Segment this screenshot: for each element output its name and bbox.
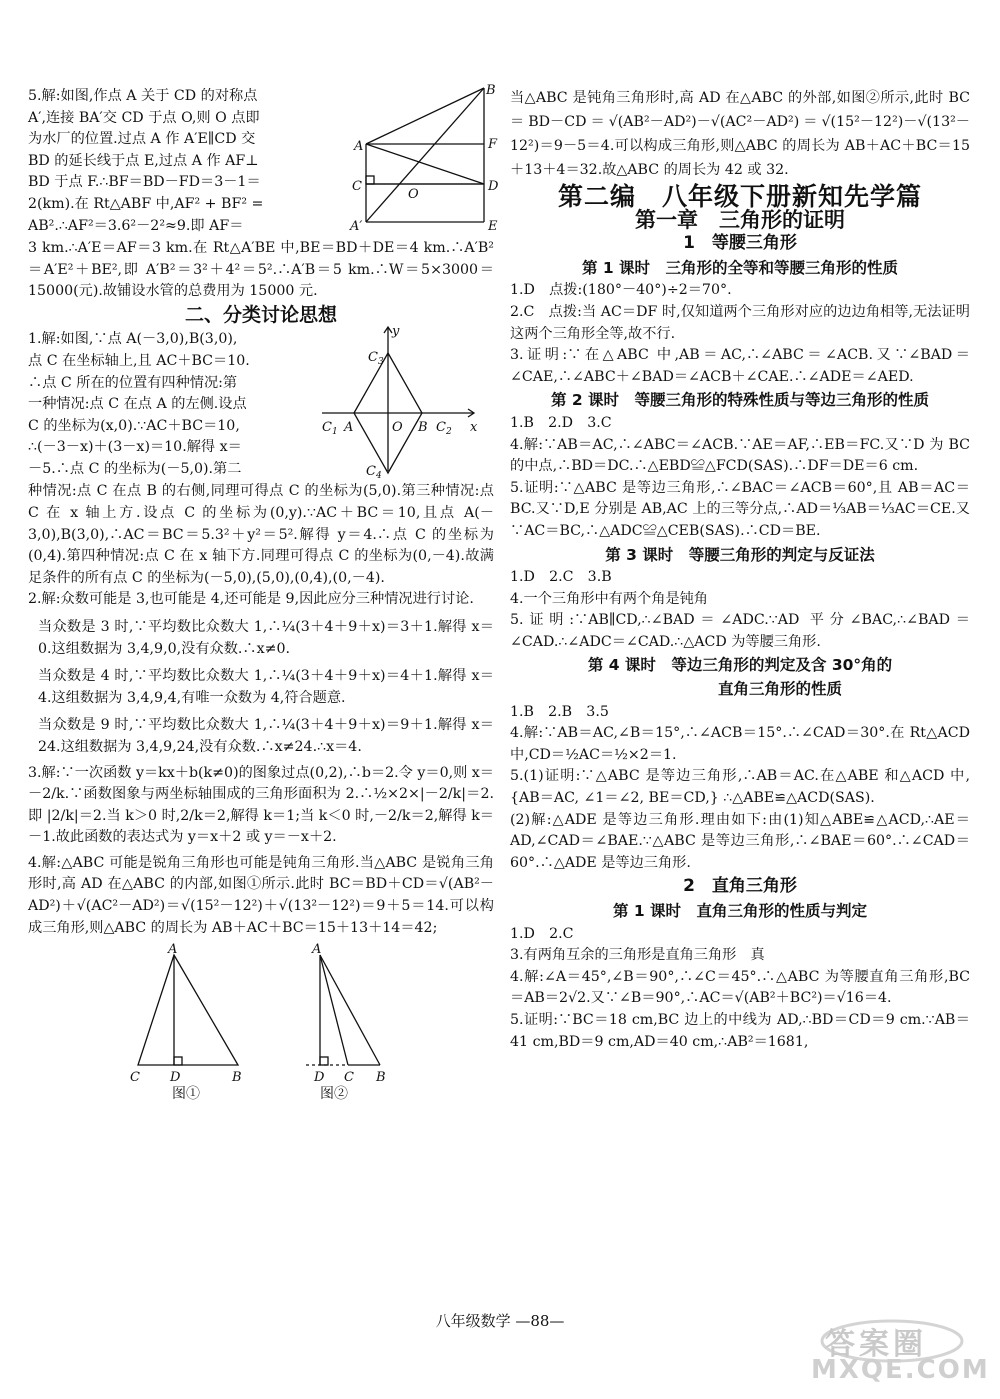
- q2-case-3: 当众数是 3 时,∵平均数比众数大 1,∴¼(3＋4＋9＋x)＝3＋1.解得 x＝0.这组数据为 3,4,9,0,没有众数.∴x≠0.: [38, 618, 494, 657]
- text-line: C 的坐标为(x,0).∵AC＋BC＝10,: [28, 417, 240, 434]
- chapter-title: 第一章 三角形的证明: [635, 207, 845, 232]
- text-line: BD 于点 F.∴BF＝BD－FD＝3－1＝: [28, 174, 261, 191]
- svg-text:B: B: [376, 1070, 386, 1086]
- section-title-2: 2 直角三角形: [683, 876, 797, 897]
- svg-text:A: A: [354, 139, 364, 154]
- answer-item: 1.B 2.B 3.5: [510, 703, 609, 720]
- svg-text:A: A: [344, 420, 354, 436]
- text-line: BD 的延长线于点 E,过点 A 作 AF⊥: [28, 152, 259, 169]
- text-line: 一种情况:点 C 在点 A 的左侧.设点: [28, 396, 247, 413]
- svg-text:C4: $C_4$: [366, 464, 382, 482]
- q2-case-9: 当众数是 9 时,∵平均数比众数大 1,∴¼(3＋4＋9＋x)＝9＋1.解得 x＝24.这组数据为 3,4,9,24,没有众数.∴x≠24.∴x＝4.: [38, 717, 494, 755]
- answer-item: 4.解:∠A＝45°,∠B＝90°,∴∠C＝45°.∴△ABC 为等腰直角三角形,BC＝AB＝2√2.又∵∠B＝90°,∴AC＝√(AB²＋BC²)＝√16＝4.: [510, 968, 970, 1007]
- svg-text:D: D: [488, 179, 499, 194]
- q1-block: [28, 324, 494, 482]
- text-line: 为水厂的位置.过点 A 作 A′E∥CD 交: [28, 131, 256, 148]
- svg-text:C: C: [344, 1070, 354, 1086]
- figure-2-obtuse-triangle: [300, 943, 410, 1103]
- q1-text: [28, 329, 316, 480]
- answer-item: 5.证明:∵BC＝18 cm,BC 边上的中线为 AD,∴BD＝CD＝9 cm.∵AB＝41 cm,BD＝9 cm,AD＝40 cm,∴AB²＝1681,: [510, 1011, 970, 1050]
- lesson-title-4-line-1: 第 4 课时 等边三角形的判定及含 30°角的: [587, 656, 893, 675]
- right-column: [510, 86, 970, 1053]
- svg-text:B: B: [486, 83, 496, 98]
- svg-text:C1: $C_1$: [322, 420, 338, 438]
- figure-1-acute-triangle: [124, 943, 254, 1103]
- svg-text:O: O: [408, 187, 419, 202]
- svg-text:B: B: [232, 1070, 242, 1086]
- svg-text:C: C: [130, 1070, 140, 1086]
- figure-1-label: 图①: [172, 1086, 200, 1103]
- left-column: [28, 83, 499, 1109]
- text-line: 1.解:如图,∵点 A(－3,0),B(3,0),: [28, 331, 238, 348]
- svg-text:E: E: [488, 219, 498, 234]
- svg-text:C3: $C_3$: [368, 350, 384, 368]
- part-title: 第二编 八年级下册新知先学篇: [557, 182, 922, 211]
- answer-item: 3.有两角互余的三角形是直角三角形 真: [510, 947, 765, 964]
- answer-item: 2.C 点拨:当 AC＝DF 时,仅知道两个三角形对应的边边角相等,无法证明这两个三角形全等,故不行.: [510, 303, 970, 342]
- coordinate-figure: [318, 321, 488, 481]
- svg-text:F: F: [488, 137, 498, 152]
- q2-intro: 2.解:众数可能是 3,也可能是 4,还可能是 9,因此应分三种情况进行讨论.: [28, 591, 474, 608]
- q5-geom-text: [28, 86, 363, 237]
- answer-item: 5.证明:∵△ABC 是等边三角形,∴∠BAC＝∠ACB＝60°,且 AB＝AC＝BC.又∵D,E 分别是 AB,AC 上的三等分点,∴AD＝⅓AB＝⅓AC＝CE.又∵AC＝BC,∴△ADC≌△CEB(SAS).∴CD＝BE.: [510, 479, 970, 539]
- lesson-title-5: 第 1 课时 直角三角形的性质与判定: [612, 902, 868, 920]
- text-line: A′,连接 BA′交 CD 于点 O,则 O 点即: [28, 109, 260, 126]
- svg-text:A: A: [312, 942, 322, 958]
- q5-block: [28, 83, 499, 238]
- svg-text:A: A: [168, 942, 178, 958]
- svg-text:B: B: [418, 420, 428, 436]
- watermark-en: MXQE.COM: [811, 1355, 990, 1385]
- lesson-title-3: 第 3 课时 等腰三角形的判定与反证法: [605, 545, 875, 564]
- svg-text:x: x: [470, 420, 478, 436]
- text-line: ∴(－3－x)＋(3－x)＝10.解得 x＝: [28, 439, 242, 456]
- figure-2-label: 图②: [320, 1086, 348, 1103]
- text-line: 5.解:如图,作点 A 关于 CD 的对称点: [28, 88, 258, 104]
- svg-text:y: y: [392, 324, 400, 340]
- answer-item: 1.D 2.C: [510, 925, 574, 942]
- page-footer: 八年级数学 —88—: [435, 1312, 565, 1330]
- answer-item: 4.一个三角形中有两个角是钝角: [510, 590, 708, 607]
- text-line: －5.∴点 C 的坐标为(－5,0).第二: [28, 460, 242, 477]
- answer-item: 1.D 2.C 3.B: [510, 569, 612, 586]
- lesson-title-2: 第 2 课时 等腰三角形的特殊性质与等边三角形的性质: [550, 391, 930, 410]
- svg-text:C2: $C_2$: [436, 420, 452, 438]
- answer-item: (2)解:△ADE 是等边三角形.理由如下:由(1)知△ABE≌△ACD,∴AE＝AD,∠CAD＝∠BAE.∵△ABC 是等边三角形,∴∠BAE＝60°.∴∠CAD＝60°.∴△ADE 是等边三角形.: [510, 811, 970, 871]
- triangle-figures: [28, 939, 494, 1109]
- q2-case-4: 当众数是 4 时,∵平均数比众数大 1,∴¼(3＋4＋9＋x)＝4＋1.解得 x＝4.这组数据为 3,4,9,4,有唯一众数为 4,符合题意.: [38, 668, 494, 706]
- text-line: 点 C 在坐标轴上,且 AC＋BC＝10.: [28, 352, 250, 369]
- text-line: AB².∴AF²＝3.6²－2²≈9.即 AF＝: [28, 217, 244, 234]
- svg-text:A′: A′: [350, 219, 363, 234]
- answer-item: 4.解:∵AB＝AC,∴∠ABC＝∠ACB.∵AE＝AF,∴EB＝FC.又∵D 为 BC 的中点,∴BD＝DC.∴△EBD≌△FCD(SAS).∴DF＝DE＝6 cm.: [510, 436, 970, 475]
- answer-item: 1.D 点拨:(180°－40°)÷2＝70°.: [510, 282, 732, 299]
- watermark-cn: 答案圈: [825, 1327, 927, 1362]
- q3: 3.解:∵一次函数 y＝kx＋b(k≠0)的图象过点(0,2),∴b＝2.令 y＝0,则 x＝－2/k.∵函数图象与两坐标轴围成的三角形面积为 2.∴½×2×|－2/k|＝2.即 |2/k|＝2.当 k＞0 时,2/k＝2,解得 k＝1;当 k＜0 时,－2/k＝2,解得 k＝－1.故此函数的表达式为 y＝x＋2 或 y＝－x＋2.: [28, 764, 494, 846]
- text-line: 2(km).在 Rt△ABF 中,AF² + BF² =: [28, 195, 264, 212]
- svg-text:C: C: [352, 179, 362, 194]
- section-title-1: 1 等腰三角形: [683, 233, 797, 254]
- answer-item: 5.证明:∵AB∥CD,∴∠BAD＝∠ADC.∵AD 平分∠BAC,∴∠BAD＝∠CAD.∴∠ADC＝∠CAD.∴△ACD 为等腰三角形.: [510, 612, 970, 650]
- water-pipe-figure: [346, 80, 499, 236]
- answer-item: 4.解:∵AB＝AC,∠B＝15°,∴∠ACB＝15°.∴∠CAD＝30°.在 Rt△ACD 中,CD＝½AC＝½×2＝1.: [510, 725, 970, 763]
- lesson-title-1: 第 1 课时 三角形的全等和等腰三角形的性质: [581, 258, 899, 277]
- text-line: ∴点 C 所在的位置有四种情况:第: [28, 374, 238, 391]
- answer-item: 3.证明:∵在△ABC 中,AB＝AC,∴∠ABC＝∠ACB.又∵∠BAD＝∠CAE,∴∠ABC＋∠BAD＝∠ACB＋∠CAE.∴∠ADE＝∠AED.: [510, 347, 970, 385]
- q5-rest: 3 km.∴A′E＝AF＝3 km.在 Rt△A′BE 中,BE＝BD＋DE＝4 km.∴A′B²＝A′E²＋BE²,即 A′B²＝3²＋4²＝5².∴A′B＝5 km.∴W＝5×3000＝15000(元).故铺设水管的总费用为 15000 元.: [28, 240, 494, 300]
- q4-continued: 当△ABC 是钝角三角形时,高 AD 在△ABC 的外部,如图②所示,此时 BC＝BD－CD＝√(AB²－AD²)－√(AC²－AD²)＝√(15²－12²)－√(13²－12²)＝9－5＝4.可以构成三角形,则△ABC 的周长为 AB＋AC＋BC＝15＋13＋4＝32.故△ABC 的周长为 42 或 32.: [510, 90, 970, 178]
- q1-rest: 种情况:点 C 在点 B 的右侧,同理可得点 C 的坐标为(5,0).第三种情况:点 C 在 x 轴上方.设点 C 的坐标为(0,y).∵AC＋BC＝10,且点 A(－3,0),B(3,0),∴AC＝BC＝5.3²＋y²＝5².解得 y＝4.∴点 C 的坐标为(0,4).第四种情况:点 C 在 x 轴下方.同理可得点 C 的坐标为(0,－4).故满足条件的所有点 C 的坐标为(－5,0),(5,0),(0,4),(0,－4).: [28, 483, 494, 586]
- watermark-logo: [807, 1319, 990, 1389]
- answer-item: 1.B 2.D 3.C: [510, 414, 612, 431]
- svg-text:D: D: [314, 1070, 325, 1086]
- svg-text:O: O: [392, 420, 403, 436]
- svg-text:D: D: [170, 1070, 181, 1086]
- q4: 4.解:△ABC 可能是锐角三角形也可能是钝角三角形.当△ABC 是锐角三角形时,高 AD 在△ABC 的内部,如图①所示.此时 BC＝BD＋CD＝√(AB²－AD²)＋√(AC²－AD²)＝√(15²－12²)＋√(13²－12²)＝9＋5＝14.可以构成三角形,则△ABC 的周长为 AB＋AC＋BC＝15＋13＋14＝42;: [28, 854, 494, 936]
- answer-item: 5.(1)证明:∵△ABC 是等边三角形,∴AB＝AC.在△ABE 和△ACD 中,{AB＝AC, ∠1＝∠2, BE＝CD,} ∴△ABE≌△ACD(SAS).: [510, 768, 970, 807]
- lesson-title-4-line-2: 直角三角形的性质: [717, 680, 842, 699]
- section-title: 二、分类讨论思想: [184, 303, 337, 326]
